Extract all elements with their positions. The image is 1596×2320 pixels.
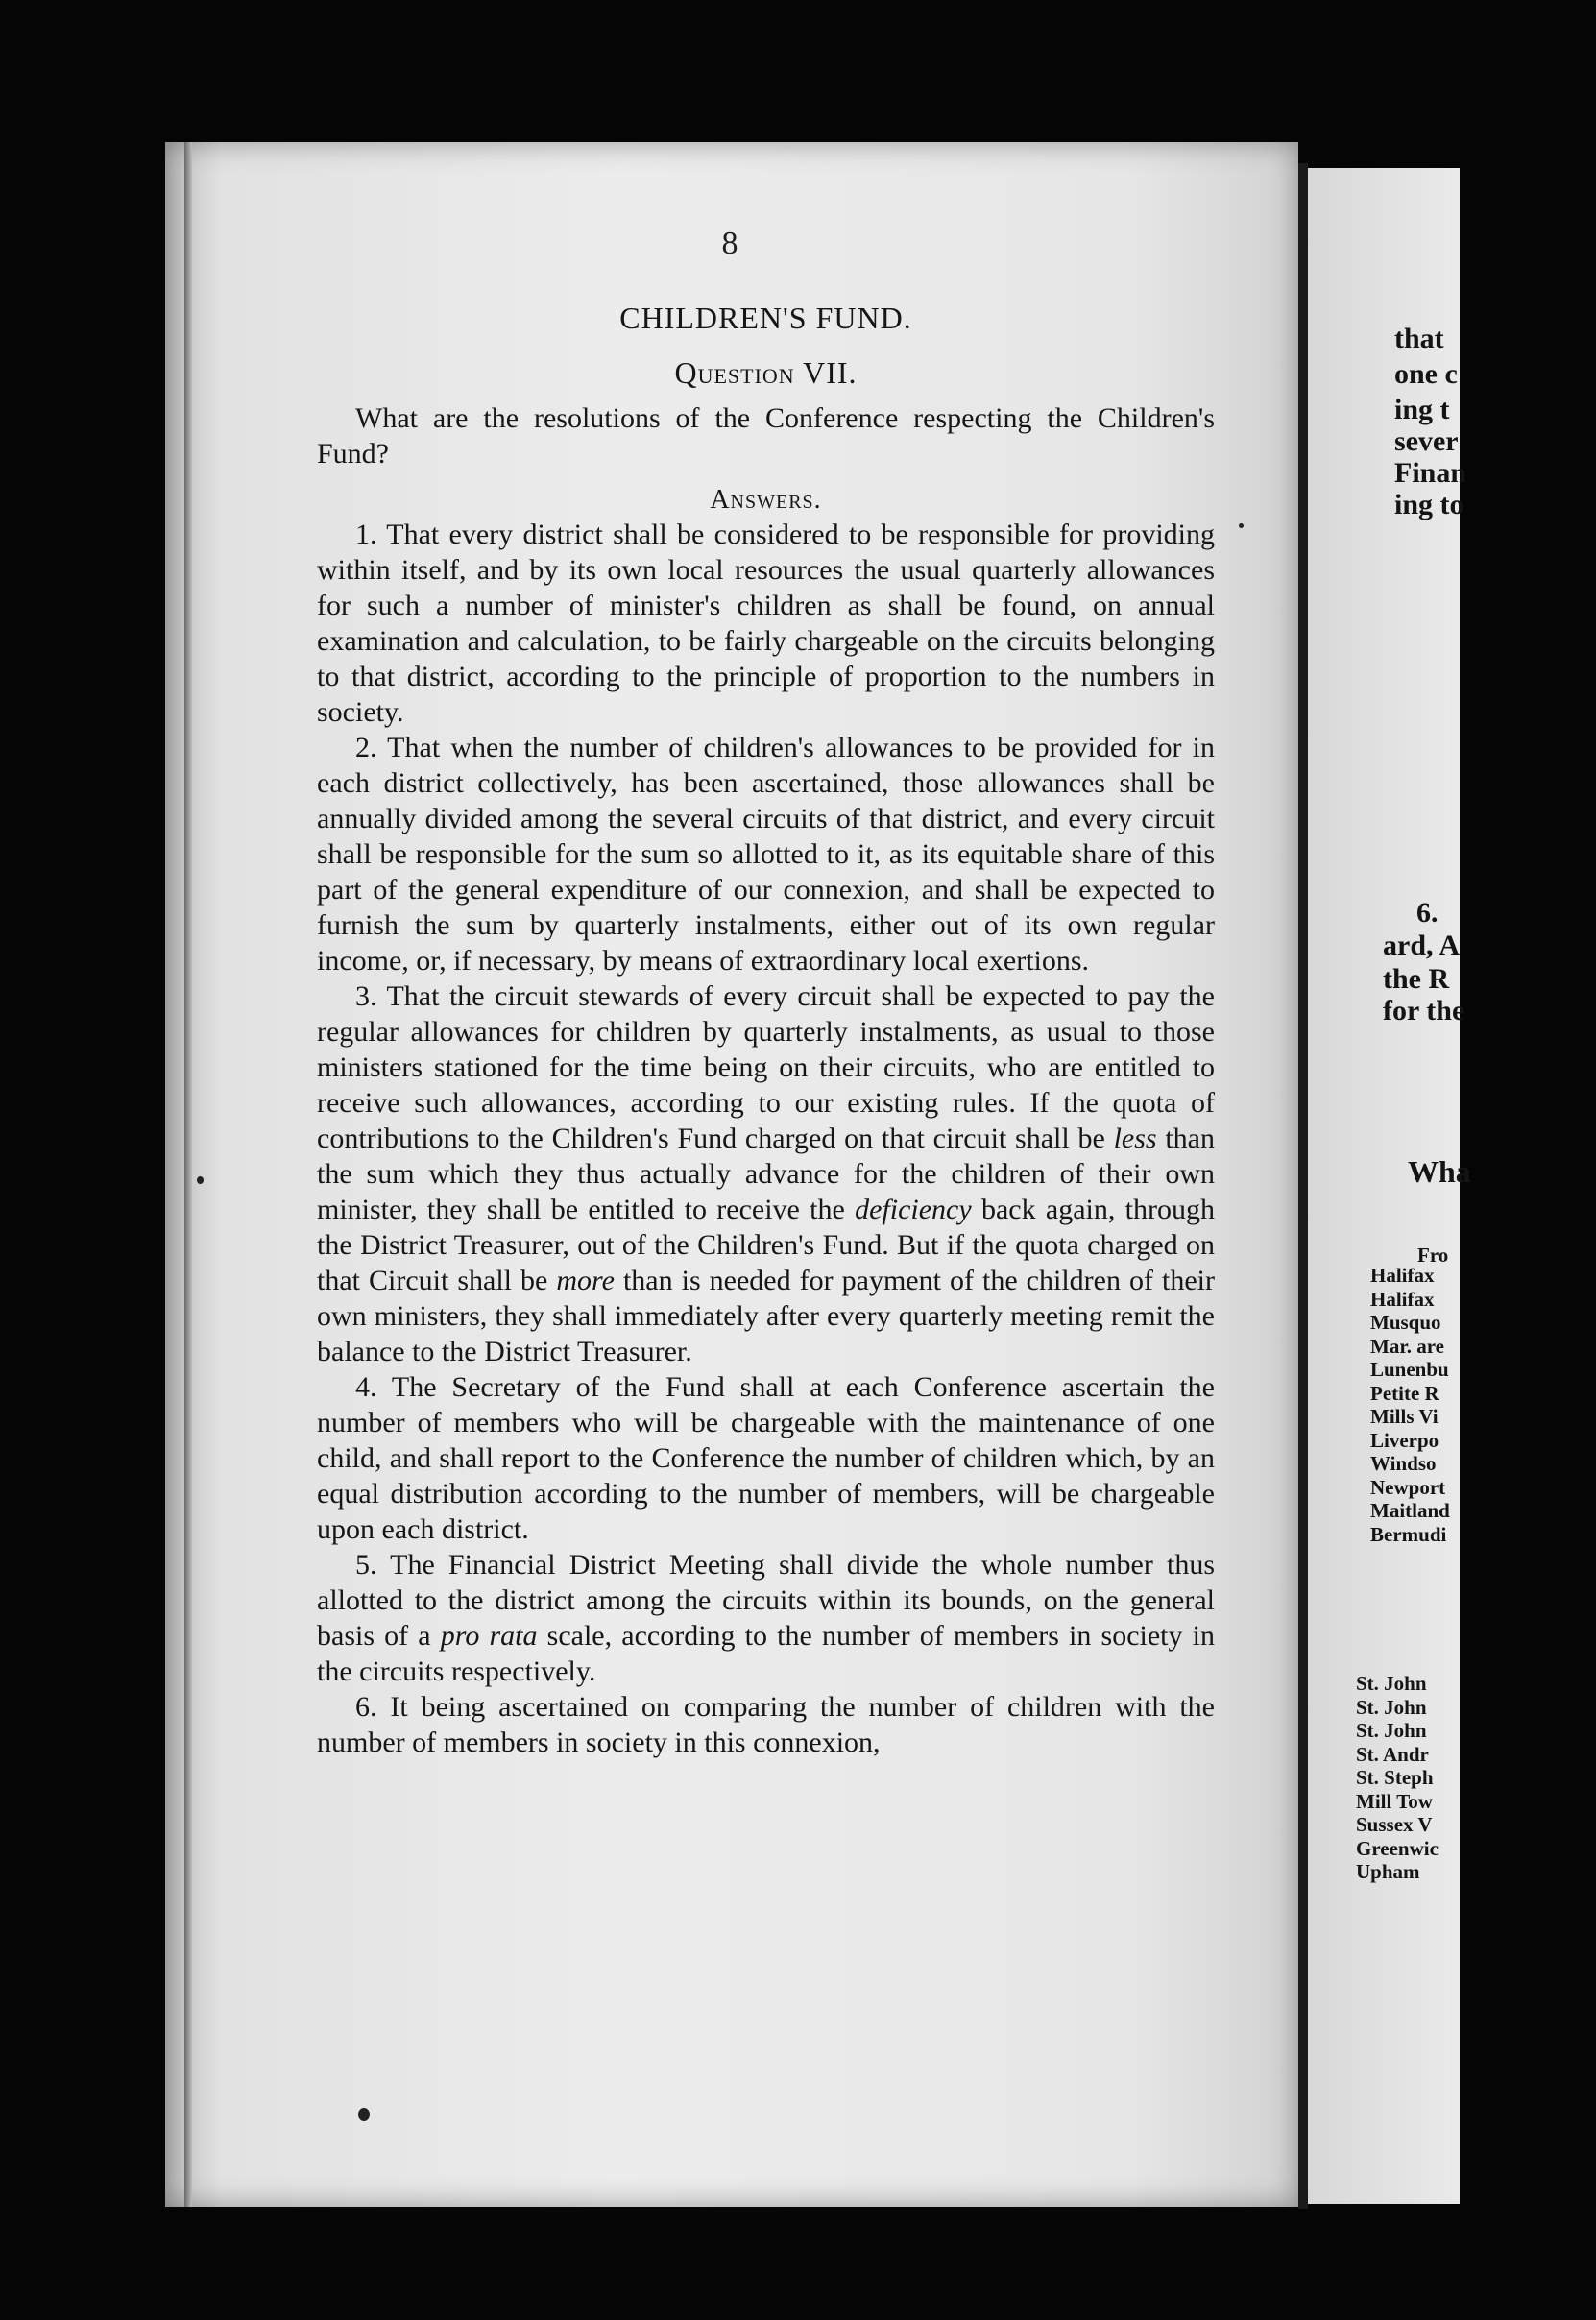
italic-text: more xyxy=(556,1265,615,1296)
place-name-fragment: Mar. are xyxy=(1370,1334,1444,1358)
place-name-fragment: Halifax xyxy=(1370,1287,1435,1311)
answer-number: 4. xyxy=(355,1371,377,1403)
answer-paragraph-2 xyxy=(317,730,1215,979)
ink-speck xyxy=(1239,523,1244,528)
right-page-fragment: the R xyxy=(1383,963,1450,995)
place-name-fragment: Maitland xyxy=(1370,1499,1450,1522)
answer-text: than is needed for payment of the children of their own ministers, they shall immediately after every quarterly meeting remit the balance to the District Treasurer. xyxy=(317,1265,1215,1367)
ink-speck xyxy=(358,2108,370,2121)
right-page-fragment: one c xyxy=(1394,358,1458,390)
place-name-fragment: St. Andr xyxy=(1356,1742,1429,1766)
page-edge-shadow xyxy=(184,142,192,2207)
page-number: 8 xyxy=(721,226,738,261)
right-page-fragment: sever xyxy=(1394,425,1459,457)
place-name-fragment: St. John xyxy=(1356,1695,1427,1719)
answer-number: 6. xyxy=(355,1691,377,1723)
right-page-fragment: Fro xyxy=(1417,1244,1449,1267)
place-name-fragment: Mills Vi xyxy=(1370,1405,1439,1428)
italic-text: deficiency xyxy=(855,1194,972,1225)
ink-speck xyxy=(197,1176,204,1184)
answer-text: That the circuit stewards of every circuit shall be expected to pay the regular allowances for children by quarterly instalments, as usual to those ministers stationed for the time being on their circuits, who are entitled to receive such allowances, according to our existing rules. If the quota of contributions to the Children's Fund charged on that circuit shall be xyxy=(317,980,1215,1154)
answers-heading: Answers. xyxy=(710,485,822,515)
place-name-fragment: Mill Tow xyxy=(1356,1789,1433,1813)
answer-number: 5. xyxy=(355,1549,377,1581)
answer-paragraph-1 xyxy=(317,517,1215,730)
answer-paragraph-6 xyxy=(317,1689,1215,1760)
right-page-fragment: ard, A xyxy=(1383,930,1461,961)
place-name-fragment: Halifax xyxy=(1370,1264,1435,1287)
place-name-fragment: Greenwic xyxy=(1356,1836,1439,1860)
answer-text: The Financial District Meeting shall divide the whole number thus allotted to the district among the circuits within its bounds, on the general basis of a xyxy=(317,1549,1216,1652)
place-name-fragment: Upham xyxy=(1356,1860,1420,1883)
place-name-fragment: Lunenbu xyxy=(1370,1358,1449,1381)
italic-text: pro rata xyxy=(440,1620,538,1652)
answer-paragraph-3 xyxy=(317,979,1215,1369)
place-name-fragment: Musquo xyxy=(1370,1311,1441,1334)
answer-number: 2. xyxy=(355,732,377,763)
right-page xyxy=(1308,168,1471,2204)
place-name-fragment: Petite R xyxy=(1370,1381,1439,1405)
answer-text: The Secretary of the Fund shall at each Conference ascertain the number of members who will be chargeable with the maintenance of one child, and shall report to the Conference the number of children which, by an equal distribution according to the number of members, will be chargeable upon each district. xyxy=(317,1371,1215,1545)
answer-text: scale, according to the number of members in society in the circuits respectively. xyxy=(317,1620,1215,1687)
answer-text: It being ascertained on comparing the number of children with the number of members in society in this connexion, xyxy=(317,1691,1215,1758)
place-name-fragment: Windso xyxy=(1370,1452,1437,1475)
answer-paragraph-5 xyxy=(317,1547,1215,1689)
answer-paragraph-4 xyxy=(317,1369,1215,1547)
answer-text: That every district shall be considered to be responsible for providing within itself, and by its own local resources the usual quarterly allowances for such a number of minister's children as shall be found, on annual examination and calculation, to be fairly chargeable on the circuits belonging to that district, according to the principle of proportion to the numbers in society. xyxy=(317,519,1215,728)
place-name-fragment: Bermudi xyxy=(1370,1522,1447,1546)
place-name-fragment: St. Steph xyxy=(1356,1766,1434,1789)
answer-text: That when the number of children's allowances to be provided for in each district collectively, has been ascertained, those allowances shall be annually divided among the several circuits of that district, and every circuit shall be responsible for the sum so allotted to it, as its equitable share of this part of the general expenditure of our connexion, and shall be expected to furnish the sum by quarterly instalments, either out of its own regular income, or, if necessary, by means of extraordinary local exertions. xyxy=(317,732,1215,977)
right-page-heading-fragment: Wha xyxy=(1408,1154,1471,1189)
right-page-fragment: for the xyxy=(1383,995,1465,1027)
answers-body xyxy=(317,517,1215,1760)
right-page-fragment: 6. xyxy=(1416,897,1439,929)
book-gutter xyxy=(1298,163,1308,2209)
answer-text: back again, through the District Treasurer, out of the Children's Fund. But if the quota charged on that Circuit shall be xyxy=(317,1194,1215,1296)
answer-number: 1. xyxy=(355,519,377,550)
question-text: What are the resolutions of the Conference respecting the Children's Fund? xyxy=(317,402,1215,470)
place-name-fragment: Liverpo xyxy=(1370,1428,1439,1452)
right-page-fragment: ing t xyxy=(1394,394,1450,425)
place-name-fragment: Newport xyxy=(1370,1475,1446,1499)
italic-text: less xyxy=(1113,1123,1157,1154)
place-name-fragment: Sussex V xyxy=(1356,1813,1433,1836)
answer-number: 3. xyxy=(355,980,377,1012)
answer-text: than the sum which they thus actually advance for the children of their own minister, they shall be entitled to receive the xyxy=(317,1123,1215,1225)
right-page-fragment: that xyxy=(1394,323,1444,354)
right-page-fragment: Finan xyxy=(1394,457,1467,489)
place-name-fragment: St. John xyxy=(1356,1672,1427,1695)
section-heading: CHILDREN'S FUND. xyxy=(619,301,912,335)
place-name-fragment: St. John xyxy=(1356,1719,1427,1742)
right-page-fragment: ing to xyxy=(1394,489,1464,520)
question-heading: Question VII. xyxy=(674,355,858,390)
